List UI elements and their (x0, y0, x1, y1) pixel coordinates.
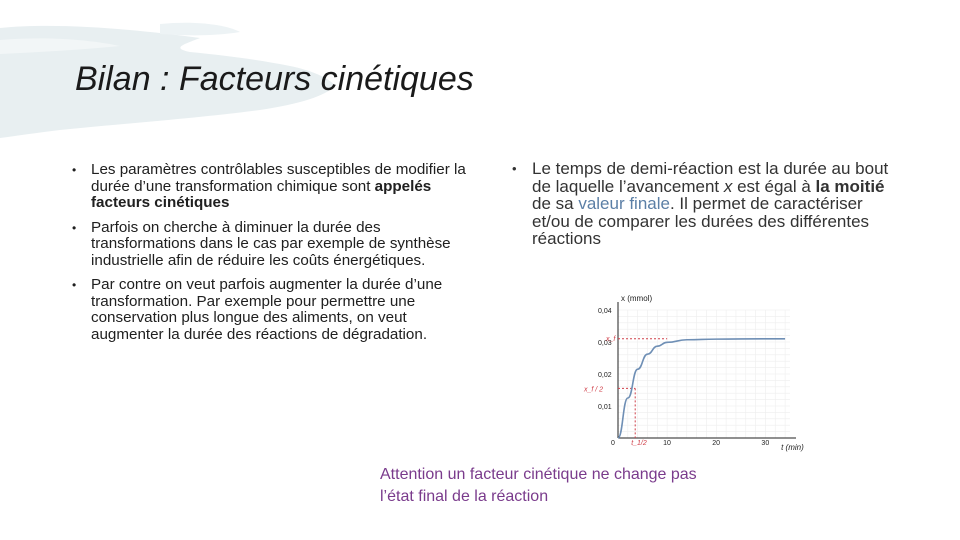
y-tick-label: 0,02 (598, 372, 612, 379)
bullet-text: Parfois on cherche à diminuer la durée des transformations dans le cas par exemple de synthèse industrielle afin de réduire les coûts énergétiques. (91, 218, 451, 269)
y-axis-label: x (mmol) (621, 294, 653, 303)
definition-bold: la moitié (815, 176, 885, 196)
bullet-facteurs-cinetiques (72, 162, 467, 212)
xf-half-label: x_f / 2 (584, 386, 604, 394)
x-tick-label: 30 (761, 440, 770, 447)
x-tick-label: 20 (712, 440, 721, 447)
bullet-marker: • (72, 220, 77, 235)
bullet-diminuer-duree (72, 220, 467, 270)
half-reaction-definition (512, 160, 897, 248)
x-tick-label: 0 (611, 440, 615, 447)
graph-grid (618, 310, 790, 438)
t-half-label: t_1/2 (631, 440, 647, 447)
y-tick-label: 0,03 (598, 340, 612, 347)
variable-x: x (723, 176, 733, 196)
bullet-marker: • (512, 161, 517, 176)
bullet-bold-text: appelés facteurs cinétiques (91, 177, 432, 211)
bullet-marker: • (72, 163, 77, 177)
definition-highlight: valeur finale (578, 194, 670, 213)
attention-line-1: Attention un facteur cinétique ne change pas (380, 466, 697, 483)
x-tick-label: 10 (663, 440, 671, 447)
advancement-curve-graph (578, 292, 804, 452)
y-tick-label: 0,04 (598, 308, 612, 315)
half-reaction-markers (618, 339, 667, 438)
bullet-text: Les paramètres contrôlables susceptibles de modifier la durée d’une transformation chimique sont (91, 161, 466, 195)
y-tick-label: 0,01 (598, 404, 612, 411)
bullet-text: Par contre on veut parfois augmenter la durée d’une transformation. Par exemple pour permettre une conservation plus longue des aliments, on veut augmenter la durée des réactions de dégradation. (91, 276, 443, 343)
left-bullet-list (72, 162, 467, 351)
bullet-marker: • (72, 278, 77, 292)
attention-line-2: l’état final de la réaction (380, 488, 549, 505)
page-title: Bilan : Facteurs cinétiques (75, 60, 474, 98)
bullet-augmenter-duree (72, 277, 467, 343)
x-axis-label: t (min) (781, 443, 804, 452)
y-tick-labels (598, 308, 612, 411)
xf-label: x_f (606, 335, 616, 343)
attention-note (380, 464, 760, 508)
advancement-curve (618, 339, 785, 438)
definition-text: Le temps de demi-réaction est la durée au bout de laquelle l’avancement x est égal à la moitié de sa valeur finale. Il permet de caractériser et/ou de comparer les durées des différentes réactions (532, 159, 889, 248)
